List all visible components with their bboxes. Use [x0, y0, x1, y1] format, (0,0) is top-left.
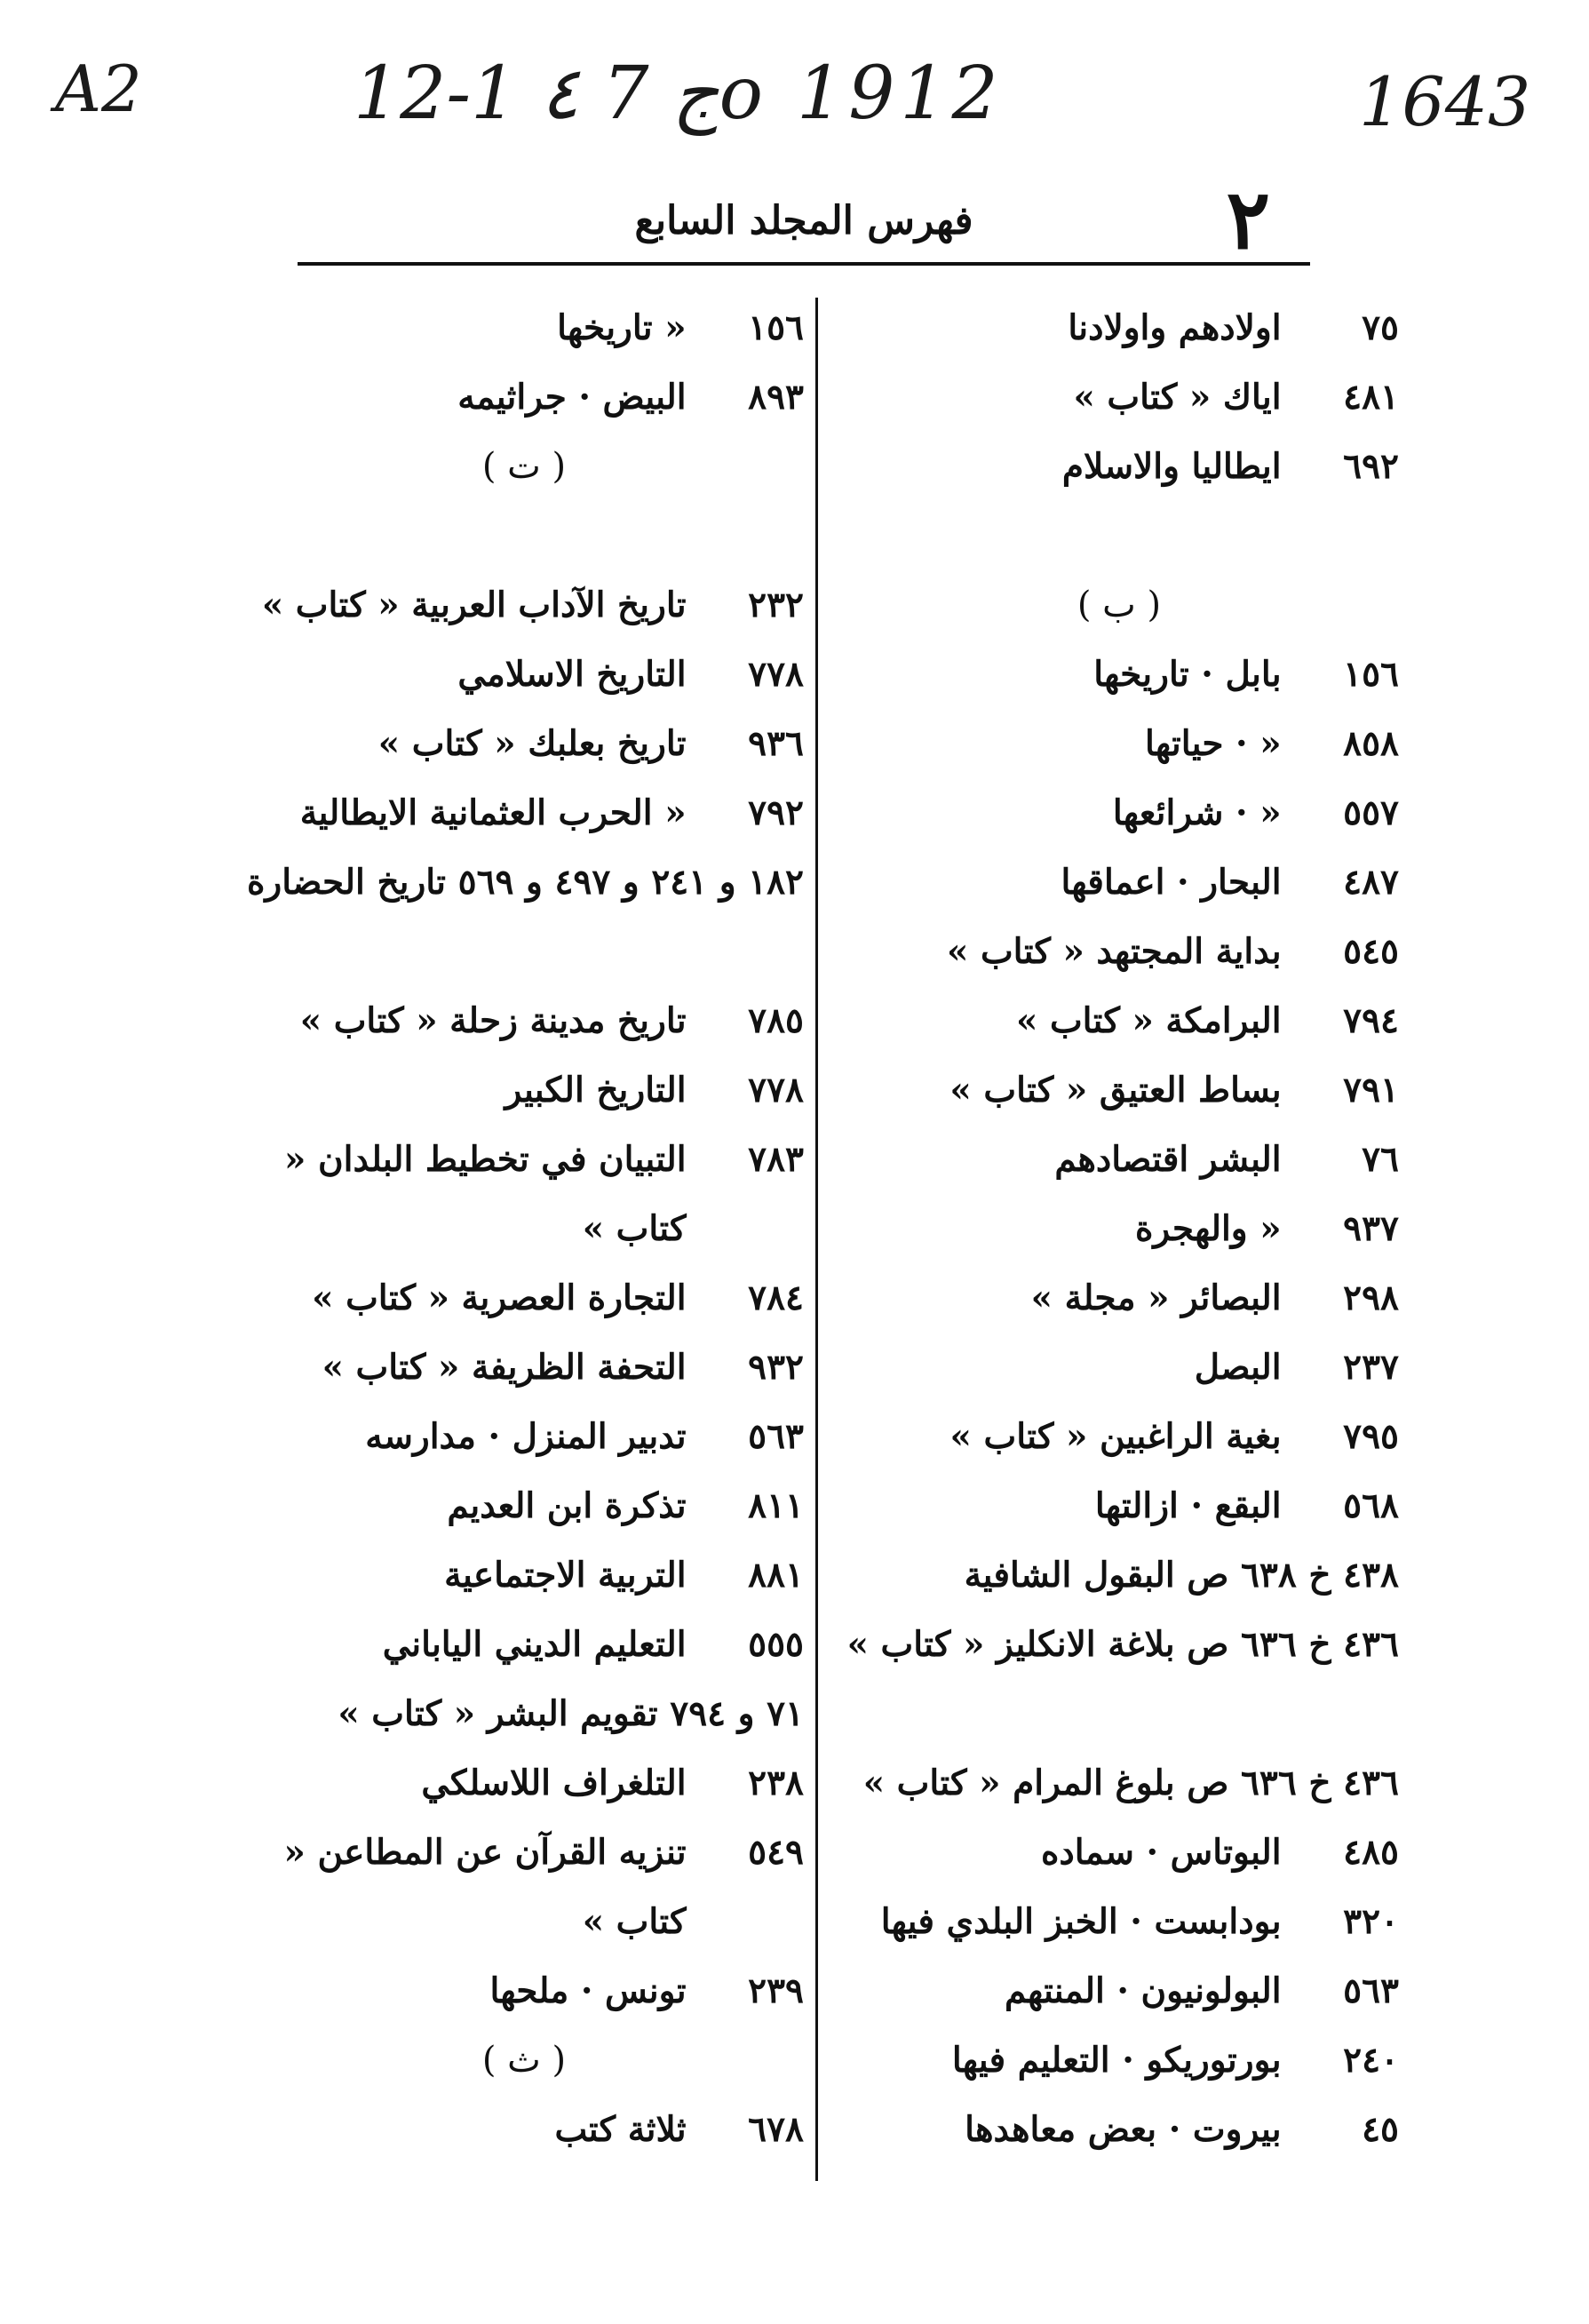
index-entry [244, 709, 804, 778]
entry-term: البوتاس · سماده [1040, 1832, 1282, 1873]
index-entry [244, 1748, 804, 1818]
index-entry [244, 1125, 804, 1263]
entry-term: بيروت · بعض معاهدها [965, 2109, 1282, 2150]
index-entry [244, 1610, 804, 1679]
index-entry [244, 1402, 804, 1471]
entry-term: بساط العتيق « كتاب » [949, 1070, 1282, 1110]
index-entry [839, 2026, 1399, 2095]
index-entry: ٤٣٦ خ ٦٣٦ ص بلوغ المرام « كتاب » [862, 1763, 1399, 1803]
index-entry [839, 1263, 1399, 1333]
section-heading: ( ب ) [1077, 585, 1162, 625]
index-entry [244, 362, 804, 432]
entry-page: ٧٩١ [1343, 1070, 1399, 1110]
entry-page: ٨٨١ [748, 1555, 804, 1596]
entry-term: ثلاثة كتب [554, 2109, 687, 2150]
entry-term: اولادهم واولادنا [1068, 307, 1282, 348]
entry-page: ٥٥٥ [748, 1624, 804, 1665]
page-number: ٢ [1226, 171, 1270, 267]
entry-term: البقع · ازالتها [1094, 1485, 1282, 1526]
entry-term: البرامكة « كتاب » [1016, 1000, 1282, 1041]
entry-page: ٧٦ [1362, 1139, 1399, 1180]
entry-page: ٧٩٤ [1343, 1000, 1399, 1041]
section-gap [839, 501, 1399, 570]
index-entry [244, 570, 804, 640]
section-heading: ( ت ) [481, 446, 567, 487]
entry-term: تاريخ الآداب العربية « كتاب » [261, 585, 687, 625]
section-gap [244, 501, 804, 570]
entry-term: البصائر « مجلة » [1030, 1277, 1282, 1318]
entry-page: ٧٧٨ [748, 654, 804, 695]
entry-page: ٧٩٥ [1343, 1416, 1399, 1457]
index-entry [244, 1055, 804, 1125]
index-entry [839, 848, 1399, 917]
entry-page: ٢٤٠ [1343, 2040, 1399, 2081]
entry-page: ٢٣٩ [748, 1970, 804, 2011]
index-entry [839, 986, 1399, 1055]
entry-term: تدبير المنزل · مدارسه [365, 1416, 687, 1457]
index-entry [244, 986, 804, 1055]
entry-page: ٤٨٥ [1343, 1832, 1399, 1873]
entry-page: ٤٨٧ [1343, 862, 1399, 903]
index-entry [244, 778, 804, 848]
volume-title: فهرس المجلد السابع [634, 198, 973, 243]
entry-page: ٦٩٢ [1343, 446, 1399, 487]
entry-page: ٩٣٧ [1343, 1208, 1399, 1249]
entry-term: التربية الاجتماعية [444, 1555, 687, 1596]
entry-term: التاريخ الاسلامي [457, 654, 687, 695]
entry-page: ٥٦٨ [1343, 1485, 1399, 1526]
index-entry [244, 1263, 804, 1333]
entry-term: التلغراف اللاسلكي [421, 1763, 687, 1803]
entry-term: البيض · جراثيمه [457, 377, 687, 418]
index-entry: ٤٣٨ خ ٦٣٨ ص البقول الشافية [964, 1555, 1399, 1596]
index-entry: ٧١ و ٧٩٤ تقويم البشر « كتاب » [338, 1693, 804, 1734]
entry-term: « · حياتها [1145, 723, 1282, 764]
index-entry [839, 293, 1399, 362]
index-entry [839, 1818, 1399, 1887]
entry-page: ٢٣٢ [748, 585, 804, 625]
entry-term: تونس · ملحها [489, 1970, 687, 2011]
index-entry [839, 2095, 1399, 2164]
entry-term: « تاريخها [557, 307, 687, 348]
entry-page: ٢٣٨ [748, 1763, 804, 1803]
section-heading: ( ث ) [481, 2040, 567, 2081]
index-entry: ١٨٢ و ٢٤١ و ٤٩٧ و ٥٦٩ تاريخ الحضارة [247, 862, 804, 903]
entry-term: تذكرة ابن العديم [447, 1485, 687, 1526]
handwritten-sequence: 12-1 ٤ 7 جo 1912 [354, 52, 1004, 136]
entry-page: ٧٥ [1362, 307, 1399, 348]
entry-term: « والهجرة [1134, 1208, 1282, 1249]
column-divider [815, 298, 818, 2181]
entry-page: ٩٣٢ [748, 1347, 804, 1388]
entry-page: ١٥٦ [748, 307, 804, 348]
index-entry [839, 432, 1399, 501]
entry-term: « · شرائعها [1112, 792, 1282, 833]
entry-page: ٥٤٥ [1343, 931, 1399, 972]
index-entry [244, 1471, 804, 1540]
index-entry [839, 1402, 1399, 1471]
index-entry [839, 778, 1399, 848]
handwritten-a2: A2 [55, 52, 142, 126]
index-entry [839, 1125, 1399, 1194]
entry-page: ٣٢٠ [1343, 1901, 1399, 1942]
entry-term: بودابست · الخبز البلدي فيها [880, 1901, 1282, 1942]
index-column-right [839, 293, 1399, 2164]
entry-term: بورتوريكو · التعليم فيها [951, 2040, 1282, 2081]
page-header [298, 171, 1310, 267]
entry-page: ٥٦٣ [748, 1416, 804, 1457]
entry-page: ٢٩٨ [1343, 1277, 1399, 1318]
index-entry [839, 917, 1399, 986]
entry-term: تاريخ مدينة زحلة « كتاب » [299, 1000, 687, 1041]
index-entry: ٤٣٦ خ ٦٣٦ ص بلاغة الانكليز « كتاب » [846, 1624, 1399, 1665]
entry-term: البشر اقتصادهم [1054, 1139, 1282, 1180]
handwritten-number: 1643 [1359, 62, 1531, 141]
entry-page: ٥٤٩ [748, 1832, 804, 1873]
entry-page: ٥٥٧ [1343, 792, 1399, 833]
entry-page: ٤٨١ [1343, 377, 1399, 418]
index-entry [839, 1194, 1399, 1263]
entry-page: ١٥٦ [1343, 654, 1399, 695]
entry-page: ٥٦٣ [1343, 1970, 1399, 2011]
index-entry [244, 1818, 804, 1956]
entry-page: ٢٣٧ [1343, 1347, 1399, 1388]
index-entry [244, 2095, 804, 2164]
entry-term: « الحرب العثمانية الايطالية [299, 792, 687, 833]
entry-page: ٩٣٦ [748, 723, 804, 764]
entry-term: التعليم الديني الياباني [382, 1624, 687, 1665]
index-entry [244, 640, 804, 709]
index-entry [839, 709, 1399, 778]
entry-page: ٦٧٨ [748, 2109, 804, 2150]
entry-page: ٧٨٥ [748, 1000, 804, 1041]
index-entry [839, 1055, 1399, 1125]
index-entry [839, 1956, 1399, 2026]
entry-page: ٧٩٢ [748, 792, 804, 833]
index-entry [244, 1333, 804, 1402]
entry-page: ٧٨٣ [748, 1139, 804, 1180]
entry-term: التاريخ الكبير [505, 1070, 687, 1110]
entry-term: البحار · اعماقها [1061, 862, 1282, 903]
entry-term: التجارة العصرية « كتاب » [312, 1277, 687, 1318]
entry-term: التحفة الظريفة « كتاب » [322, 1347, 687, 1388]
entry-term: البصل [1194, 1347, 1282, 1388]
entry-page: ٨٩٣ [748, 377, 804, 418]
index-entry [244, 1540, 804, 1610]
entry-term: تاريخ بعلبك « كتاب » [377, 723, 687, 764]
entry-page: ٨١١ [748, 1485, 804, 1526]
entry-term: بابل · تاريخها [1093, 654, 1282, 695]
entry-term: بداية المجتهد « كتاب » [947, 931, 1282, 972]
index-entry [839, 1471, 1399, 1540]
index-entry [839, 1333, 1399, 1402]
entry-term: البولونيون · المنتهم [1005, 1970, 1282, 2011]
entry-term: تنزيه القرآن عن المطاعن « كتاب » [283, 1832, 687, 1942]
index-entry [839, 362, 1399, 432]
entry-page: ٤٥ [1362, 2109, 1399, 2150]
entry-page: ٨٥٨ [1343, 723, 1399, 764]
entry-page: ٧٧٨ [748, 1070, 804, 1110]
entry-term: اياك « كتاب » [1073, 377, 1282, 418]
index-entry [244, 1956, 804, 2026]
entry-term: بغية الراغبين « كتاب » [949, 1416, 1282, 1457]
entry-page: ٧٨٤ [748, 1277, 804, 1318]
index-entry [839, 1887, 1399, 1956]
entry-term: التبيان في تخطيط البلدان « كتاب » [284, 1139, 687, 1249]
index-entry [244, 293, 804, 362]
index-column-left [244, 293, 804, 2164]
entry-term: ايطاليا والاسلام [1061, 446, 1282, 487]
index-entry [839, 640, 1399, 709]
